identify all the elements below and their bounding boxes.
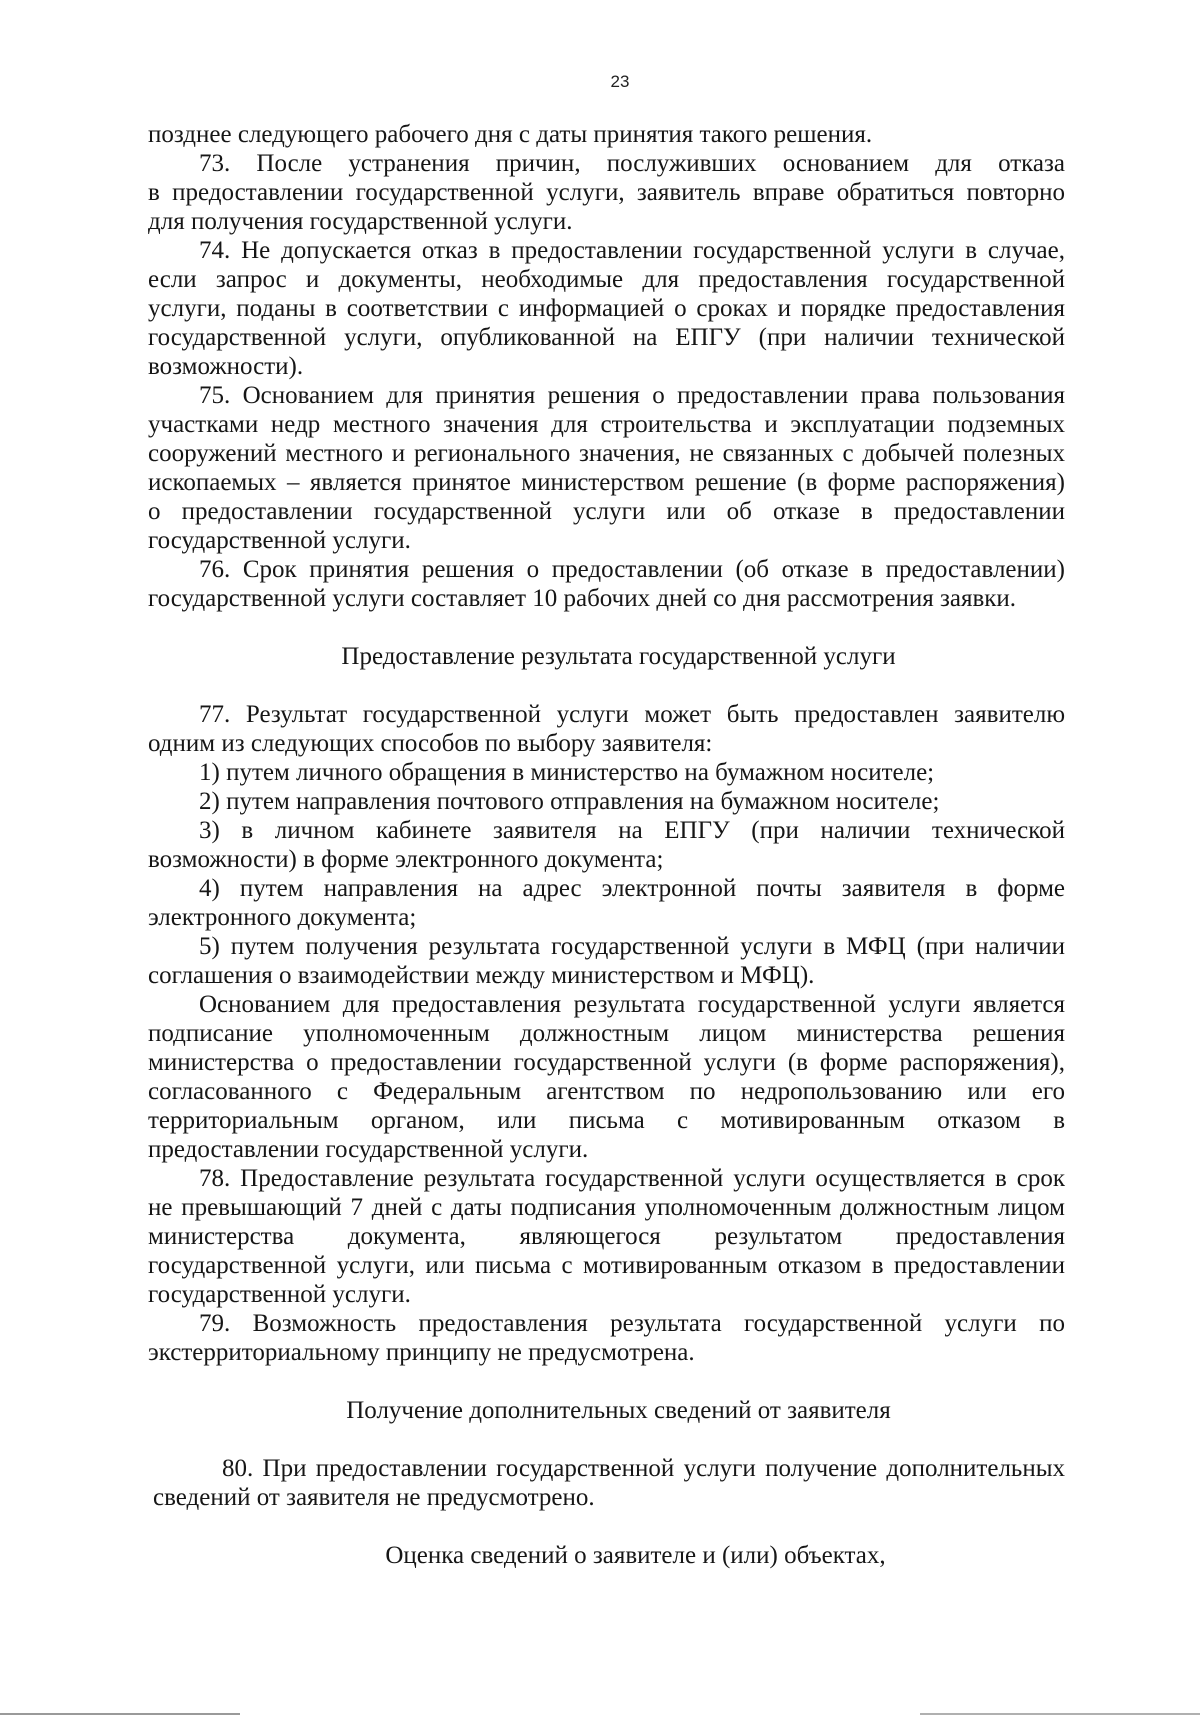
paragraph-77-line: 77. Результат государственной услуги может быть предоставлен заявителю — [199, 701, 1065, 728]
paragraph-77-line: одним из следующих способов по выбору заявителя: — [148, 730, 713, 757]
section-spacer — [148, 671, 1065, 700]
paragraph-73-line: для получения государственной услуги. — [148, 208, 573, 235]
paragraph-78-line: министерства документа, являющегося результатом предоставления — [148, 1223, 1065, 1250]
paragraph-80-line: 80. При предоставлении государственной услуги получение дополнительных — [222, 1455, 1065, 1482]
paragraph-basis-line: предоставлении государственной услуги. — [148, 1136, 589, 1163]
paragraph-78-line: государственной услуги, или письма с мотивированным отказом в предоставлении — [148, 1252, 1065, 1279]
paragraph-75-line: государственной услуги. — [148, 527, 411, 554]
paragraph-79-line: 79. Возможность предоставления результата государственной услуги по — [199, 1310, 1065, 1337]
list-item-line: 4) путем направления на адрес электронной почты заявителя в форме — [199, 875, 1065, 902]
section-spacer — [148, 1512, 1065, 1541]
list-item-line: соглашения о взаимодействии между министерством и МФЦ). — [148, 962, 815, 989]
page-number: 23 — [610, 72, 630, 91]
paragraph-74-line: услуги, поданы в соответствии с информацией о сроках и порядке предоставления — [148, 295, 1065, 322]
paragraph-75-line: сооружений местного и регионального значения, не связанных с добычей полезных — [148, 440, 1065, 467]
list-item-line: 3) в личном кабинете заявителя на ЕПГУ (при наличии технической — [199, 817, 1065, 844]
paragraph-basis-line: территориальным органом, или письма с мотивированным отказом в — [148, 1107, 1065, 1134]
paragraph-basis-line: Основанием для предоставления результата государственной услуги является — [199, 991, 1065, 1018]
paragraph-74-line: возможности). — [148, 353, 304, 380]
section-heading: Предоставление результата государственной услуги — [341, 643, 896, 670]
paragraph-75-line: участками недр местного значения для строительства и эксплуатации подземных — [148, 411, 1065, 438]
paragraph-78-line: 78. Предоставление результата государственной услуги осуществляется в срок — [199, 1165, 1065, 1192]
paragraph-75-line: ископаемых – является принятое министерством решение (в форме распоряжения) — [148, 469, 1065, 496]
paragraph-basis-line: министерства о предоставлении государственной услуги (в форме распоряжения), — [148, 1049, 1065, 1076]
paragraph-76-line: 76. Срок принятия решения о предоставлении (об отказе в предоставлении) — [199, 556, 1065, 583]
text-line: позднее следующего рабочего дня с даты принятия такого решения. — [148, 121, 873, 148]
section-heading: Оценка сведений о заявителе и (или) объектах, — [385, 1542, 886, 1569]
paragraph-75-line: о предоставлении государственной услуги или об отказе в предоставлении — [148, 498, 1065, 525]
section-spacer — [148, 613, 1065, 642]
paragraph-76-line: государственной услуги составляет 10 рабочих дней со дня рассмотрения заявки. — [148, 585, 1017, 612]
document-body — [148, 120, 1065, 1570]
list-item-line: 5) путем получения результата государственной услуги в МФЦ (при наличии — [199, 933, 1065, 960]
section-heading: Получение дополнительных сведений от заявителя — [346, 1397, 891, 1424]
paragraph-75-line: 75. Основанием для принятия решения о предоставлении права пользования — [199, 382, 1065, 409]
paragraph-80-line: сведений от заявителя не предусмотрено. — [153, 1484, 595, 1511]
paragraph-74-line: 74. Не допускается отказ в предоставлении государственной услуги в случае, — [199, 237, 1065, 264]
list-item-line: 2) путем направления почтового отправления на бумажном носителе; — [199, 788, 940, 815]
paragraph-74-line: если запрос и документы, необходимые для предоставления государственной — [148, 266, 1065, 293]
paragraph-79-line: экстерриториальному принципу не предусмотрена. — [148, 1339, 695, 1366]
paragraph-78-line: не превышающий 7 дней с даты подписания уполномоченным должностным лицом — [148, 1194, 1065, 1221]
list-item-line: 1) путем личного обращения в министерство на бумажном носителе; — [199, 759, 935, 786]
paragraph-73-line: 73. После устранения причин, послуживших основанием для отказа — [199, 150, 1065, 177]
paragraph-basis-line: согласованного с Федеральным агентством по недропользованию или его — [148, 1078, 1065, 1105]
section-spacer — [148, 1367, 1065, 1396]
paragraph-74-line: государственной услуги, опубликованной на ЕПГУ (при наличии технической — [148, 324, 1065, 351]
paragraph-73-line: в предоставлении государственной услуги, заявитель вправе обратиться повторно — [148, 179, 1065, 206]
list-item-line: возможности) в форме электронного документа; — [148, 846, 664, 873]
paragraph-basis-line: подписание уполномоченным должностным лицом министерства решения — [148, 1020, 1065, 1047]
list-item-line: электронного документа; — [148, 904, 417, 931]
section-spacer — [148, 1425, 1065, 1454]
paragraph-78-line: государственной услуги. — [148, 1281, 411, 1308]
